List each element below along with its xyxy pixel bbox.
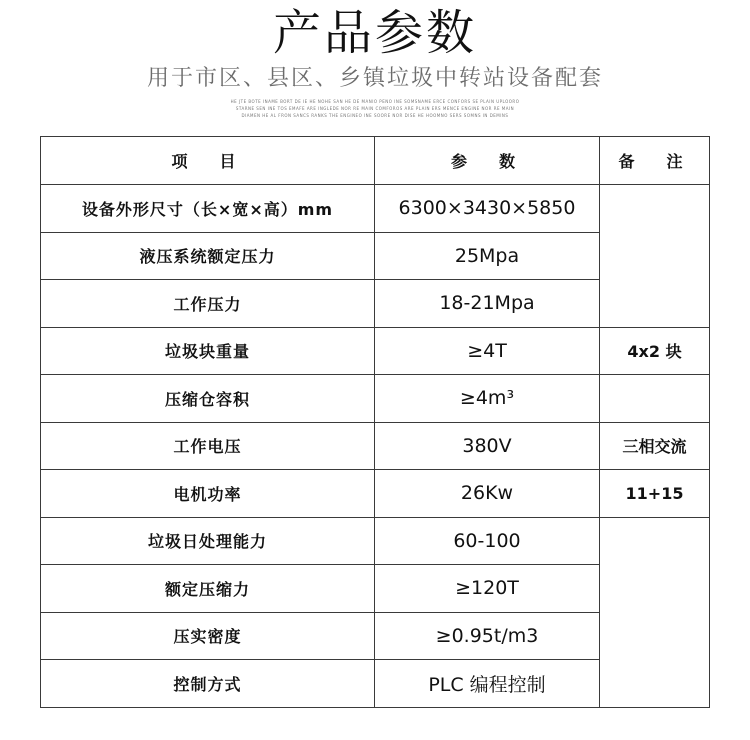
row-value: PLC 编程控制	[375, 660, 600, 708]
row-name: 压实密度	[41, 612, 375, 660]
table-row	[41, 327, 710, 375]
row-value: ≥0.95t/m3	[375, 612, 600, 660]
column-header-item: 项 目	[41, 137, 375, 185]
row-note: 4x2 块	[600, 327, 710, 375]
decorative-fine-text: STARNE SEN INE TOS EMAFE ARE INGLEDE NOR RE MAIN COMFOROS ARE PLAIN ERS MENCE ENGINE NOR RE MAIN	[235, 106, 515, 111]
row-value: ≥120T	[375, 565, 600, 613]
row-name: 垃圾块重量	[41, 327, 375, 375]
row-note: 三相交流	[600, 422, 710, 470]
page-subtitle: 用于市区、县区、乡镇垃圾中转站设备配套	[146, 66, 603, 91]
table-row	[41, 185, 710, 233]
row-name: 设备外形尺寸（长×宽×高）mm	[41, 185, 375, 233]
row-value: 25Mpa	[375, 232, 600, 280]
parameter-table	[40, 136, 710, 708]
column-header-remark: 备 注	[600, 137, 710, 185]
table-row	[41, 375, 710, 423]
row-value: ≥4m³	[375, 375, 600, 423]
row-value: 380V	[375, 422, 600, 470]
row-name: 液压系统额定压力	[41, 232, 375, 280]
row-value: 6300×3430×5850	[375, 185, 600, 233]
row-name: 压缩仓容积	[41, 375, 375, 423]
table-row	[41, 422, 710, 470]
row-value: 26Kw	[375, 470, 600, 518]
row-note	[600, 517, 710, 707]
column-header-parameter: 参 数	[375, 137, 600, 185]
row-name: 额定压缩力	[41, 565, 375, 613]
row-value: ≥4T	[375, 327, 600, 375]
row-value: 18-21Mpa	[375, 280, 600, 328]
row-name: 工作电压	[41, 422, 375, 470]
row-note	[600, 185, 710, 328]
row-note	[600, 375, 710, 423]
table-row	[41, 517, 710, 565]
decorative-fine-text: HE JTE BOTE INAME BORT DE IE HE NOHE SAN HE DE MANIO PENO INE SOMSNAME ERCE CONFORS SE PLAIN UPLOORO	[230, 99, 520, 104]
row-name: 电机功率	[41, 470, 375, 518]
row-name: 工作压力	[41, 280, 375, 328]
page-title: 产品参数	[272, 5, 477, 61]
row-name: 垃圾日处理能力	[41, 517, 375, 565]
row-name: 控制方式	[41, 660, 375, 708]
row-note: 11+15	[600, 470, 710, 518]
decorative-fine-text: DIAMEN HE AL FRON SANCS RANKS THE ENGINEO INE SOORE NOR DISE HE HOOMNO SERS SOMNS IN DEMINS	[241, 113, 509, 118]
table-row	[41, 470, 710, 518]
table-header-row	[41, 137, 710, 185]
row-value: 60-100	[375, 517, 600, 565]
